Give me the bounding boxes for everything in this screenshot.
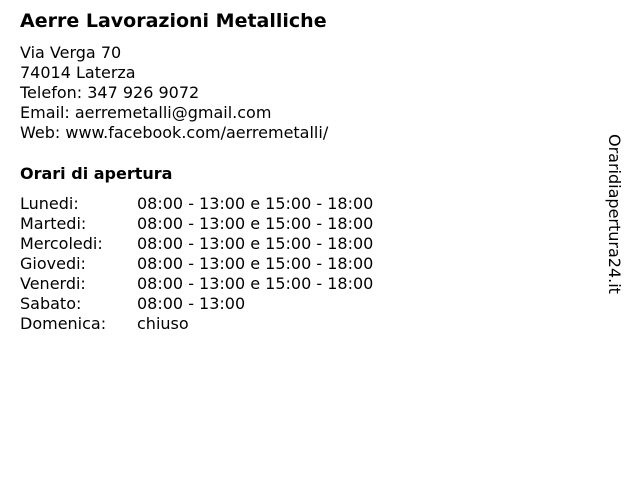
- site-watermark: Oraridiapertura24.it: [605, 134, 624, 294]
- phone-text: Telefon: 347 926 9072: [20, 83, 200, 102]
- email-text: Email: aerremetalli@gmail.com: [20, 103, 272, 122]
- address-street: Via Verga 70: [20, 43, 122, 62]
- contact-block: [20, 43, 328, 143]
- hours-time: 08:00 - 13:00 e 15:00 - 18:00: [137, 194, 374, 213]
- hours-time: 08:00 - 13:00: [137, 294, 246, 313]
- hours-time: 08:00 - 13:00 e 15:00 - 18:00: [137, 274, 374, 293]
- hours-time: 08:00 - 13:00 e 15:00 - 18:00: [137, 254, 374, 273]
- address-city: 74014 Laterza: [20, 63, 136, 82]
- hours-day: Martedi:: [20, 214, 87, 233]
- web-text: Web: www.facebook.com/aerremetalli/: [20, 123, 329, 142]
- hours-time: 08:00 - 13:00 e 15:00 - 18:00: [137, 234, 374, 253]
- hours-day: Venerdi:: [20, 274, 86, 293]
- hours-title: Orari di apertura: [20, 164, 173, 183]
- hours-day: Sabato:: [20, 294, 82, 313]
- business-name: Aerre Lavorazioni Metalliche: [20, 10, 327, 32]
- hours-time: 08:00 - 13:00 e 15:00 - 18:00: [137, 214, 374, 233]
- hours-time: chiuso: [137, 314, 189, 333]
- hours-day: Domenica:: [20, 314, 107, 333]
- hours-day: Mercoledi:: [20, 234, 103, 253]
- hours-day: Lunedi:: [20, 194, 79, 213]
- hours-day: Giovedi:: [20, 254, 86, 273]
